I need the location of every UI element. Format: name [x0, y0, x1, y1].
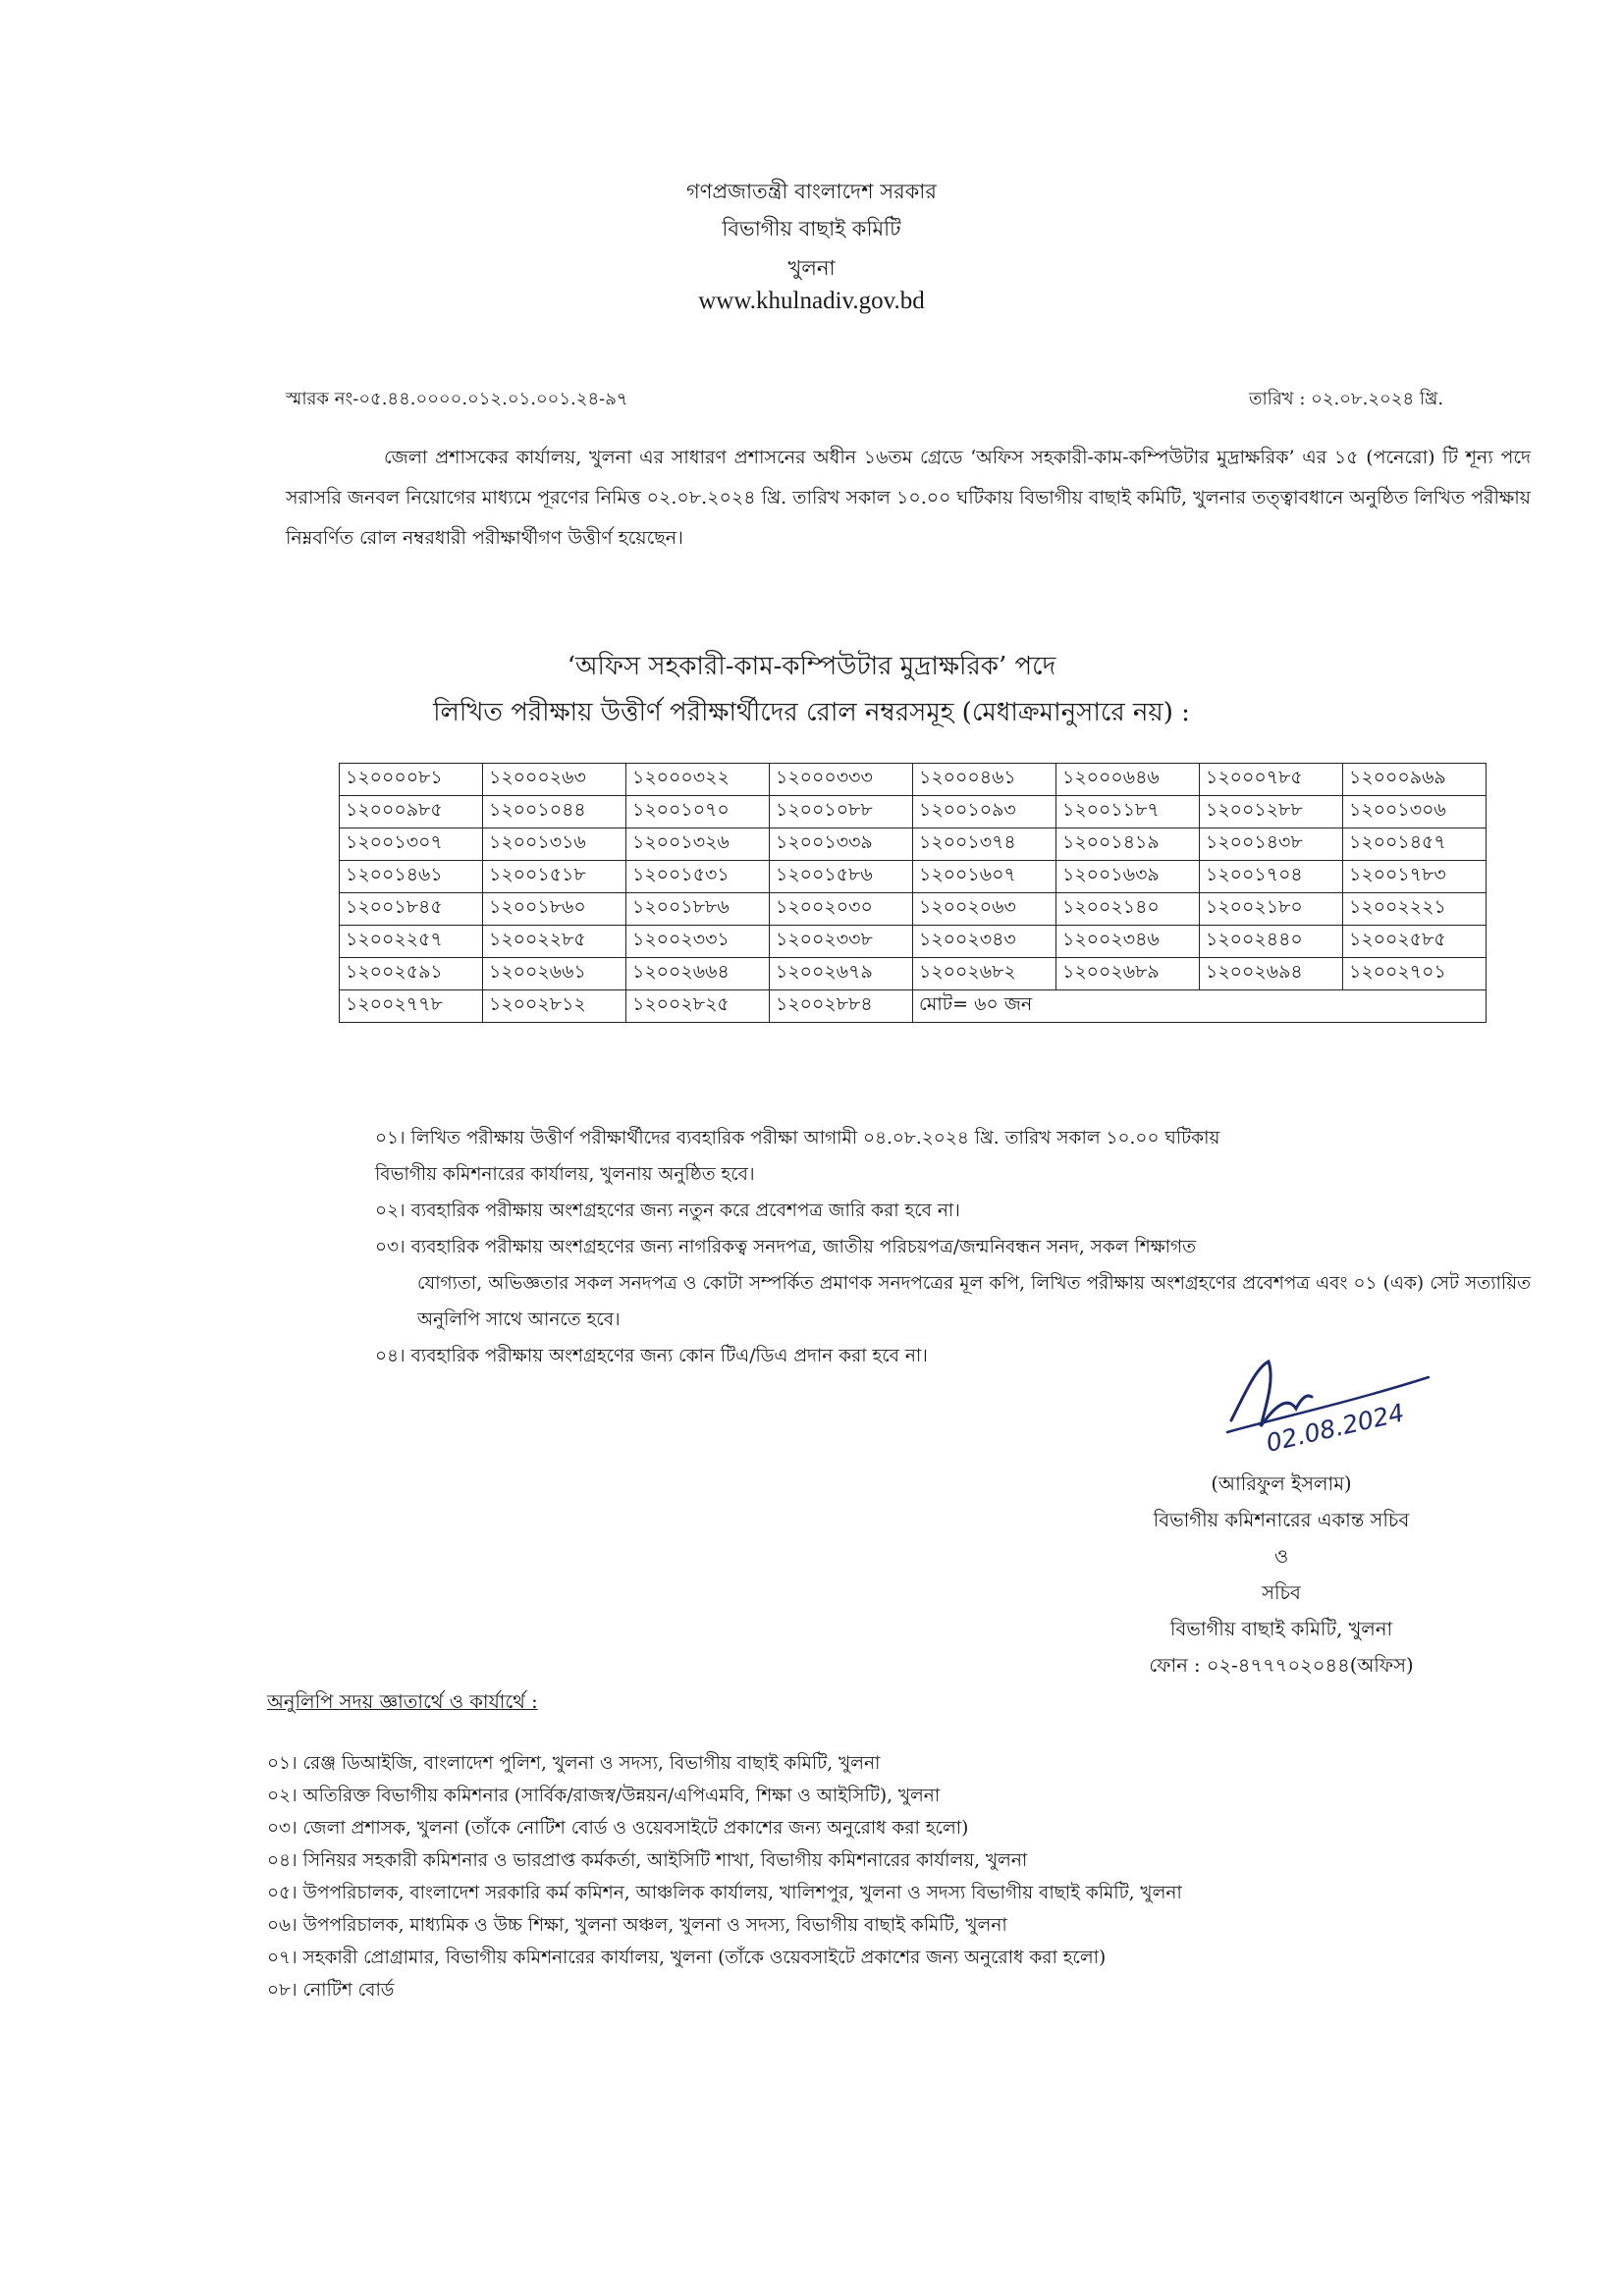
roll-cell: ১২০০২৫৯১ [340, 958, 483, 990]
note-text: ব্যবহারিক পরীক্ষায় অংশগ্রহণের জন্য নাগরিকত্ব সনদপত্র, জাতীয় পরিচয়পত্র/জন্মনিবন্ধন সনদ, সকল শিক্ষাগত [410, 1237, 1197, 1257]
table-row [340, 893, 1487, 926]
signatory-name: (আরিফুল ইসলাম) [1211, 1472, 1352, 1495]
roll-cell: ১২০০০৭৮৫ [1200, 764, 1343, 796]
roll-cell: ১২০০২৩৪৩ [913, 926, 1056, 958]
roll-cell: ১২০০১৪১৯ [1056, 828, 1200, 861]
roll-cell: ১২০০২৭০১ [1343, 958, 1487, 990]
table-row [340, 861, 1487, 893]
roll-cell: ১২০০২৭৭৮ [340, 990, 483, 1023]
roll-cell: ১২০০০৪৬১ [913, 764, 1056, 796]
header-committee: বিভাগীয় বাছাই কমিটি [722, 217, 901, 240]
roll-cell: ১২০০২১৪০ [1056, 893, 1200, 926]
roll-cell: ১২০০১৫৮৬ [770, 861, 913, 893]
roll-cell: ১২০০২৬৬১ [483, 958, 626, 990]
header-city: খুলনা [787, 256, 836, 280]
roll-cell: ১২০০১৮৬০ [483, 893, 626, 926]
roll-cell: ১২০০০২৬৩ [483, 764, 626, 796]
table-row [340, 828, 1487, 861]
roll-cell: ১২০০১৮৪৫ [340, 893, 483, 926]
note-text: ব্যবহারিক পরীক্ষায় অংশগ্রহণের জন্য কোন টিএ/ডিএ প্রদান করা হবে না। [410, 1346, 928, 1366]
signatory-block [1070, 1466, 1492, 1683]
roll-number-table [339, 763, 1487, 1023]
header-government: গণপ্রজাতন্ত্রী বাংলাদেশ সরকার [686, 180, 937, 203]
signatory-committee: বিভাগীয় বাছাই কমিটি, খুলনা [1169, 1618, 1393, 1640]
roll-cell: ১২০০২২৫৭ [340, 926, 483, 958]
roll-cell: ১২০০২২৮৫ [483, 926, 626, 958]
signatory-conjunction: ও [1273, 1545, 1289, 1568]
roll-cell: ১২০০২৮৮৪ [770, 990, 913, 1023]
roll-cell: ১২০০২৬৯৪ [1200, 958, 1343, 990]
roll-cell: ১২০০১৫১৮ [483, 861, 626, 893]
roll-cell: ১২০০১৪৫৭ [1343, 828, 1487, 861]
roll-cell: ১২০০২৪৪০ [1200, 926, 1343, 958]
roll-cell: ১২০০১৩৭৪ [913, 828, 1056, 861]
note-number: ০৩। [375, 1237, 406, 1257]
cc-list-item: ০৫। উপপরিচালক, বাংলাদেশ সরকারি কর্ম কমিশন, আঞ্চলিক কার্যালয়, খালিশপুর, খুলনা ও সদস্য বিভাগীয় বাছাই কমিটি, খুলনা [267, 1883, 1182, 1903]
note-continuation: যোগ্যতা, অভিজ্ঞতার সকল সনদপত্র ও কোটা সম্পর্কিত প্রমাণক সনদপত্রের মূল কপি, লিখিত পরীক্ষায় অংশগ্রহণের প্রবেশপত্র এবং ০১ (এক) সেট সত্যায়িত অনুলিপি সাথে আনতে হবে। [417, 1273, 1531, 1330]
roll-cell: ১২০০১৮৮৬ [626, 893, 770, 926]
roll-cell: ১২০০১৩১৬ [483, 828, 626, 861]
roll-cell: ১২০০১০৮৮ [770, 796, 913, 828]
roll-cell: ১২০০১৩৩৯ [770, 828, 913, 861]
roll-cell: ১২০০১৬০৭ [913, 861, 1056, 893]
note-text: লিখিত পরীক্ষায় উত্তীর্ণ পরীক্ষার্থীদের ব্যবহারিক পরীক্ষা আগামী ০৪.০৮.২০২৪ খ্রি. তারিখ সকাল ১০.০০ ঘটিকায় [410, 1128, 1220, 1148]
note-text: ব্যবহারিক পরীক্ষায় অংশগ্রহণের জন্য নতুন করে প্রবেশপত্র জারি করা হবে না। [410, 1201, 960, 1221]
roll-cell: ১২০০১৭৮৩ [1343, 861, 1487, 893]
signature-date: 02.08.2024 [1263, 1398, 1407, 1458]
roll-cell: ১২০০১০৭০ [626, 796, 770, 828]
roll-cell: ১২০০২৩৪৬ [1056, 926, 1200, 958]
roll-cell: ১২০০২৬৮২ [913, 958, 1056, 990]
cc-list-item: ০৬। উপপরিচালক, মাধ্যমিক ও উচ্চ শিক্ষা, খুলনা অঞ্চল, খুলনা ও সদস্য, বিভাগীয় বাছাই কমিটি, খুলনা [267, 1915, 1007, 1936]
roll-cell: ১২০০১০৪৪ [483, 796, 626, 828]
roll-cell: ১২০০২৬৮৯ [1056, 958, 1200, 990]
signatory-role: সচিব [1262, 1581, 1301, 1604]
roll-cell: ১২০০২৫৮৫ [1343, 926, 1487, 958]
roll-cell: ১২০০২০৬৩ [913, 893, 1056, 926]
memo-number: স্মারক নং-০৫.৪৪.০০০০.০১২.০১.০০১.২৪-৯৭ [286, 389, 628, 409]
roll-cell: ১২০০১৩০৭ [340, 828, 483, 861]
cc-heading: অনুলিপি সদয় জ্ঞাতার্থে ও কার্যার্থে : [267, 1690, 538, 1713]
roll-cell: ১২০০১৬৩৯ [1056, 861, 1200, 893]
roll-cell: ১২০০২৩৩১ [626, 926, 770, 958]
handwritten-signature [1217, 1350, 1443, 1458]
table-row [340, 926, 1487, 958]
roll-cell: ১২০০১৩২৬ [626, 828, 770, 861]
table-row [340, 958, 1487, 990]
note-number: ০৪। [375, 1346, 406, 1366]
note-item [375, 1193, 1531, 1229]
note-continuation: বিভাগীয় কমিশনারের কার্যালয়, খুলনায় অনুষ্ঠিত হবে। [375, 1164, 755, 1185]
table-row [340, 796, 1487, 828]
cc-list-item: ০৮। নোটিশ বোর্ড [267, 1980, 395, 2001]
roll-cell: ১২০০১১৮৭ [1056, 796, 1200, 828]
signatory-title: বিভাগীয় কমিশনারের একান্ত সচিব [1153, 1509, 1410, 1531]
cc-list-item: ০৭। সহকারী প্রোগ্রামার, বিভাগীয় কমিশনারের কার্যালয়, খুলনা (তাঁকে ওয়েবসাইটে প্রকাশের জন্য অনুরোধ করা হলো) [267, 1948, 1107, 1968]
cc-list-item: ০৪। সিনিয়র সহকারী কমিশনার ও ভারপ্রাপ্ত কর্মকর্তা, আইসিটি শাখা, বিভাগীয় কমিশনারের কার্যালয়, খুলনা [267, 1850, 1028, 1871]
note-number: ০১। [375, 1128, 406, 1148]
roll-cell: ১২০০১৭০৪ [1200, 861, 1343, 893]
cc-list-item: ০১। রেঞ্জ ডিআইজি, বাংলাদেশ পুলিশ, খুলনা ও সদস্য, বিভাগীয় বাছাই কমিটি, খুলনা [267, 1753, 881, 1774]
roll-cell: ১২০০০০৮১ [340, 764, 483, 796]
roll-cell: ১২০০২২২১ [1343, 893, 1487, 926]
total-count-cell: মোট= ৬০ জন [913, 990, 1487, 1023]
table-row [340, 764, 1487, 796]
roll-cell: ১২০০২০৩০ [770, 893, 913, 926]
table-row [340, 990, 1487, 1023]
roll-cell: ১২০০১৫৩১ [626, 861, 770, 893]
roll-cell: ১২০০০৩২২ [626, 764, 770, 796]
intro-paragraph: জেলা প্রশাসকের কার্যালয়, খুলনা এর সাধারণ প্রশাসনের অধীন ১৬তম গ্রেডে ‘অফিস সহকারী-কাম-কম্পিউটার মুদ্রাক্ষরিক’ এর ১৫ (পনেরো) টি শূন্য পদে সরাসরি জনবল নিয়োগের মাধ্যমে পূরণের নিমিত্ত ০২.০৮.২০২৪ খ্রি. তারিখ সকাল ১০.০০ ঘটিকায় বিভাগীয় বাছাই কমিটি, খুলনার তত্ত্বাবধানে অনুষ্ঠিত লিখিত পরীক্ষায় নিম্নবর্ণিত রোল নম্বরধারী পরীক্ষার্থীগণ উত্তীর্ণ হয়েছেন। [286, 447, 1531, 549]
note-item [375, 1229, 1531, 1265]
roll-cell: ১২০০১০৯৩ [913, 796, 1056, 828]
list-title-rolls: লিখিত পরীক্ষায় উত্তীর্ণ পরীক্ষার্থীদের রোল নম্বরসমূহ (মেধাক্রমানুসারে নয়) : [433, 698, 1190, 727]
roll-cell: ১২০০১৪৬১ [340, 861, 483, 893]
note-item [375, 1120, 1531, 1156]
roll-cell: ১২০০২৮১২ [483, 990, 626, 1023]
list-title-post: ‘অফিস সহকারী-কাম-কম্পিউটার মুদ্রাক্ষরিক’ পদে [567, 652, 1056, 681]
roll-cell: ১২০০২৮২৫ [626, 990, 770, 1023]
cc-list-item: ০২। অতিরিক্ত বিভাগীয় কমিশনার (সার্বিক/রাজস্ব/উন্নয়ন/এপিএমবি, শিক্ষা ও আইসিটি), খুলনা [267, 1786, 941, 1806]
cc-list-item: ০৩। জেলা প্রশাসক, খুলনা (তাঁকে নোটিশ বোর্ড ও ওয়েবসাইটে প্রকাশের জন্য অনুরোধ করা হলো) [267, 1818, 969, 1839]
roll-cell: ১২০০২৬৭৯ [770, 958, 913, 990]
roll-cell: ১২০০০৩৩৩ [770, 764, 913, 796]
note-number: ০২। [375, 1201, 406, 1221]
roll-cell: ১২০০১৩০৬ [1343, 796, 1487, 828]
signatory-phone: ফোন : ০২-৪৭৭৭০২০৪৪(অফিস) [1149, 1654, 1414, 1677]
roll-cell: ১২০০০৯৮৫ [340, 796, 483, 828]
roll-cell: ১২০০২৬৬৪ [626, 958, 770, 990]
header-website-link[interactable]: www.khulnadiv.gov.bd [698, 288, 925, 314]
roll-cell: ১২০০২১৮০ [1200, 893, 1343, 926]
roll-cell: ১২০০১৪৩৮ [1200, 828, 1343, 861]
roll-cell: ১২০০০৯৬৯ [1343, 764, 1487, 796]
roll-cell: ১২০০২৩৩৮ [770, 926, 913, 958]
roll-cell: ১২০০০৬৪৬ [1056, 764, 1200, 796]
memo-date: তারিখ : ০২.০৮.২০২৪ খ্রি. [1249, 389, 1444, 409]
roll-cell: ১২০০১২৮৮ [1200, 796, 1343, 828]
